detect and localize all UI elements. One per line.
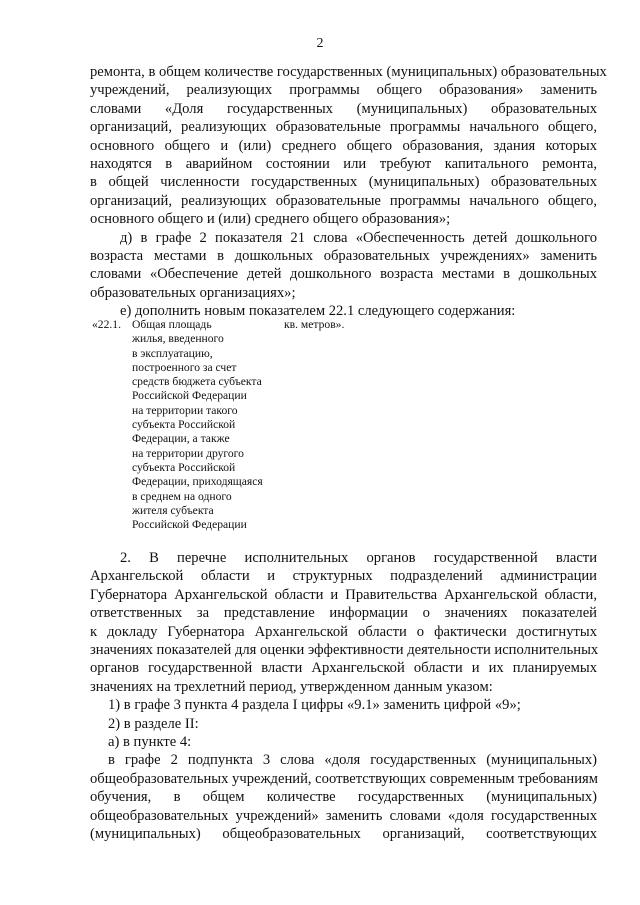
subitem-1: 1) в графе 3 пункта 4 раздела I цифры «9.1» заменить цифрой «9»; bbox=[108, 697, 521, 714]
indicator-description-line: субъекта Российской bbox=[132, 418, 236, 432]
indicator-description-line: на территории другого bbox=[132, 446, 244, 460]
indicator-description-line: построенного за счет bbox=[132, 360, 237, 374]
final-paragraph-line: обучения, в общем количестве государственных (муниципальных) bbox=[90, 789, 597, 806]
indicator-description-line: жителя субъекта bbox=[132, 503, 214, 517]
indicator-number: «22.1. bbox=[92, 318, 121, 331]
text-line: основного общего и (или) среднего общего образования»; bbox=[90, 211, 451, 228]
text-line: основного общего и (или) среднего общего образования, здания которых bbox=[90, 137, 597, 154]
final-paragraph-line: в графе 2 подпункта 3 слова «доля государственных (муниципальных) bbox=[108, 752, 597, 769]
subitem-2: 2) в разделе II: bbox=[108, 715, 199, 732]
item-d-line: возраста местами в дошкольных образовательных учреждениях» заменить bbox=[90, 248, 597, 265]
indicator-description-line: Российской Федерации bbox=[132, 518, 247, 532]
indicator-description-line: Федерации, а также bbox=[132, 432, 230, 446]
section-2-line: 2. В перечне исполнительных органов государственной власти bbox=[120, 550, 597, 566]
page-number: 2 bbox=[316, 36, 324, 51]
section-2-line: Губернатора Архангельской области и Правительства Архангельской области, bbox=[90, 586, 597, 603]
indicator-description bbox=[132, 318, 263, 532]
section-2-line: значениях на трехлетний период, утвержденном данным указом: bbox=[90, 678, 493, 695]
text-line: организаций, реализующих образовательные программы начального общего, bbox=[90, 119, 597, 136]
section-2-line: значениях показателей для оценки эффективности деятельности исполнительных bbox=[90, 642, 599, 659]
indicator-description-line: Российской Федерации bbox=[132, 389, 247, 403]
section-2-line: органов государственной власти Архангельской области и их планируемых bbox=[90, 660, 597, 677]
text-line: словами «Доля государственных (муниципальных) образовательных bbox=[90, 100, 597, 117]
text-line: учреждений, реализующих программы общего образования» заменить bbox=[90, 82, 597, 99]
text-line: организаций, реализующих образовательные программы начального общего, bbox=[90, 192, 597, 209]
section-2-line: Архангельской области и структурных подразделений администрации bbox=[90, 568, 597, 585]
indicator-unit: кв. метров». bbox=[284, 318, 345, 331]
final-paragraph-line: общеобразовательных учреждений» заменить словами «доля государственных bbox=[90, 807, 597, 824]
top-paragraph bbox=[90, 63, 607, 321]
indicator-description-line: средств бюджета субъекта bbox=[132, 375, 262, 389]
text-line: находятся в аварийном состоянии или требуют капитального ремонта, bbox=[90, 156, 597, 173]
text-line: в общей численности государственных (муниципальных) образовательных bbox=[90, 174, 597, 191]
item-d-line: д) в графе 2 показателя 21 слова «Обеспеченность детей дошкольного bbox=[120, 229, 597, 246]
section-2-line: к докладу Губернатора Архангельской области о фактически достигнутых bbox=[90, 623, 597, 640]
subitem-a: а) в пункте 4: bbox=[108, 734, 192, 751]
text-line: ремонта, в общем количестве государственных (муниципальных) образовательных bbox=[90, 64, 607, 80]
indicator-description-line: Федерации, приходящаяся bbox=[132, 475, 263, 489]
final-paragraph-line: (муниципальных) общеобразовательных организаций, соответствующих bbox=[90, 826, 597, 843]
indicator-description-line: субъекта Российской bbox=[132, 460, 236, 474]
indicator-description-line: на территории такого bbox=[132, 403, 238, 417]
item-e-line: е) дополнить новым показателем 22.1 следующего содержания: bbox=[120, 303, 516, 320]
item-d-line: образовательных организациях»; bbox=[90, 284, 296, 301]
section-2-line: ответственных за представление информации о значениях показателей bbox=[90, 605, 597, 622]
item-d-line: словами «Обеспечение детей дошкольного возраста местами в дошкольных bbox=[90, 266, 597, 283]
indicator-description-line: жилья, введенного bbox=[132, 332, 224, 346]
section-2 bbox=[90, 549, 597, 844]
indicator-description-line: Общая площадь bbox=[132, 318, 212, 331]
indicator-description-line: в среднем на одного bbox=[132, 489, 232, 503]
final-paragraph-line: общеобразовательных учреждений, соответствующих современным требованиям bbox=[90, 770, 598, 787]
indicator-description-line: в эксплуатацию, bbox=[132, 346, 213, 360]
